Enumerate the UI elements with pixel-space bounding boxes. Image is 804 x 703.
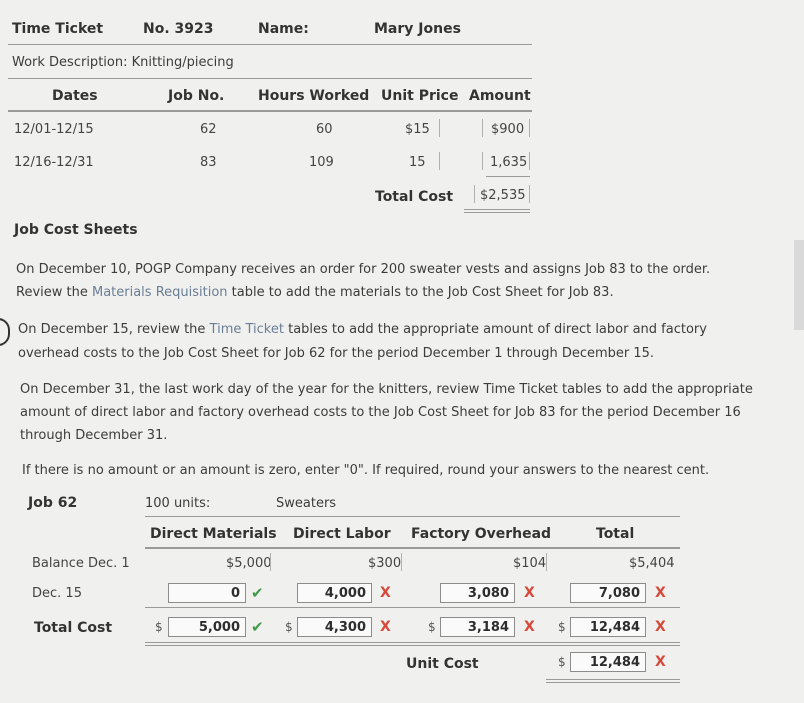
col-direct-materials: Direct Materials [150,526,277,542]
dec15-materials-input[interactable]: 0 [168,583,246,603]
ticket-row-job: 62 [200,122,217,137]
dec15-label: Dec. 15 [32,586,82,601]
unit-cost-input[interactable]: 12,484 [570,652,646,672]
total-materials-input[interactable]: 5,000 [168,617,246,637]
instruction-p3-line2: amount of direct labor and factory overhead costs to the Job Cost Sheet for Job 83 for the period December 16 [20,405,741,420]
job-cost-sheets-heading: Job Cost Sheets [14,222,138,238]
ticket-number: No. 3923 [143,21,214,37]
instruction-p2-line2: overhead costs to the Job Cost Sheet for Job 62 for the period December 1 through December 15. [18,346,655,361]
ticket-row-price: $15 [405,122,430,137]
materials-requisition-link[interactable]: Materials Requisition [91,285,228,300]
instruction-p4: If there is no amount or an amount is zero, enter "0". If required, round your answers to the nearest cent. [22,463,710,478]
ticket-row-dates: 12/01-12/15 [14,122,94,137]
dollar-sign: $ [155,620,163,634]
dec15-overhead-input[interactable]: 3,080 [440,583,515,603]
col-job-no: Job No. [168,88,225,104]
col-dates: Dates [52,88,98,104]
balance-label: Balance Dec. 1 [32,556,130,571]
work-description: Work Description: Knitting/piecing [12,55,234,70]
incorrect-x-icon: X [380,619,391,635]
balance-overhead: $104 [513,556,547,571]
col-total: Total [596,526,635,542]
time-ticket-title: Time Ticket [12,21,104,37]
col-hours-worked: Hours Worked [258,88,370,104]
col-factory-overhead: Factory Overhead [411,526,552,542]
incorrect-x-icon: X [655,619,666,635]
units-label: 100 units: [145,496,211,511]
total-overhead-input[interactable]: 3,184 [440,617,515,637]
ticket-row-hours: 109 [309,155,334,170]
dollar-sign: $ [558,655,566,669]
incorrect-x-icon: X [524,619,535,635]
incorrect-x-icon: X [524,585,535,601]
incorrect-x-icon: X [380,585,391,601]
scrollbar[interactable] [794,240,804,330]
balance-labor: $300 [368,556,402,571]
instruction-p3-line1: On December 31, the last work day of the year for the knitters, review Time Ticket tables to add the appropriate [20,382,753,397]
ticket-total-label: Total Cost [375,189,454,205]
col-amount: Amount [469,88,531,104]
instruction-p1-line2: Review the Materials Requisition table to add the materials to the Job Cost Sheet for Job 83. [16,285,614,300]
ticket-row-dates: 12/16-12/31 [14,155,94,170]
ticket-row-job: 83 [200,155,217,170]
instruction-p1-line1: On December 10, POGP Company receives an order for 200 sweater vests and assigns Job 83 to the order. [16,262,711,277]
unit-cost-label: Unit Cost [406,656,479,672]
dollar-sign: $ [285,620,293,634]
dec15-labor-input[interactable]: 4,000 [297,583,372,603]
name-label: Name: [258,21,309,37]
balance-materials: $5,000 [226,556,272,571]
paragraph-marker [0,318,10,346]
ticket-row-hours: 60 [316,122,333,137]
total-total-input[interactable]: 12,484 [570,617,646,637]
correct-check-icon: ✔ [251,584,264,602]
correct-check-icon: ✔ [251,618,264,636]
total-labor-input[interactable]: 4,300 [297,617,372,637]
balance-total: $5,404 [629,556,675,571]
product-label: Sweaters [276,496,337,511]
total-cost-label: Total Cost [34,620,113,636]
ticket-row-amount: $900 [491,122,525,137]
ticket-total-value: $2,535 [480,188,526,203]
name-value: Mary Jones [374,21,461,37]
instruction-p3-line3: through December 31. [20,428,168,443]
incorrect-x-icon: X [655,585,666,601]
incorrect-x-icon: X [655,654,666,670]
dollar-sign: $ [558,620,566,634]
dollar-sign: $ [428,620,436,634]
ticket-row-price: 15 [409,155,426,170]
job-62-label: Job 62 [28,495,78,511]
time-ticket-link[interactable]: Time Ticket [209,322,284,337]
instruction-p2-line1: On December 15, review the Time Ticket tables to add the appropriate amount of direct labor and factory [18,322,707,337]
dec15-total-input[interactable]: 7,080 [570,583,646,603]
col-direct-labor: Direct Labor [293,526,391,542]
col-unit-price: Unit Price [381,88,459,104]
ticket-row-amount: 1,635 [490,155,528,170]
